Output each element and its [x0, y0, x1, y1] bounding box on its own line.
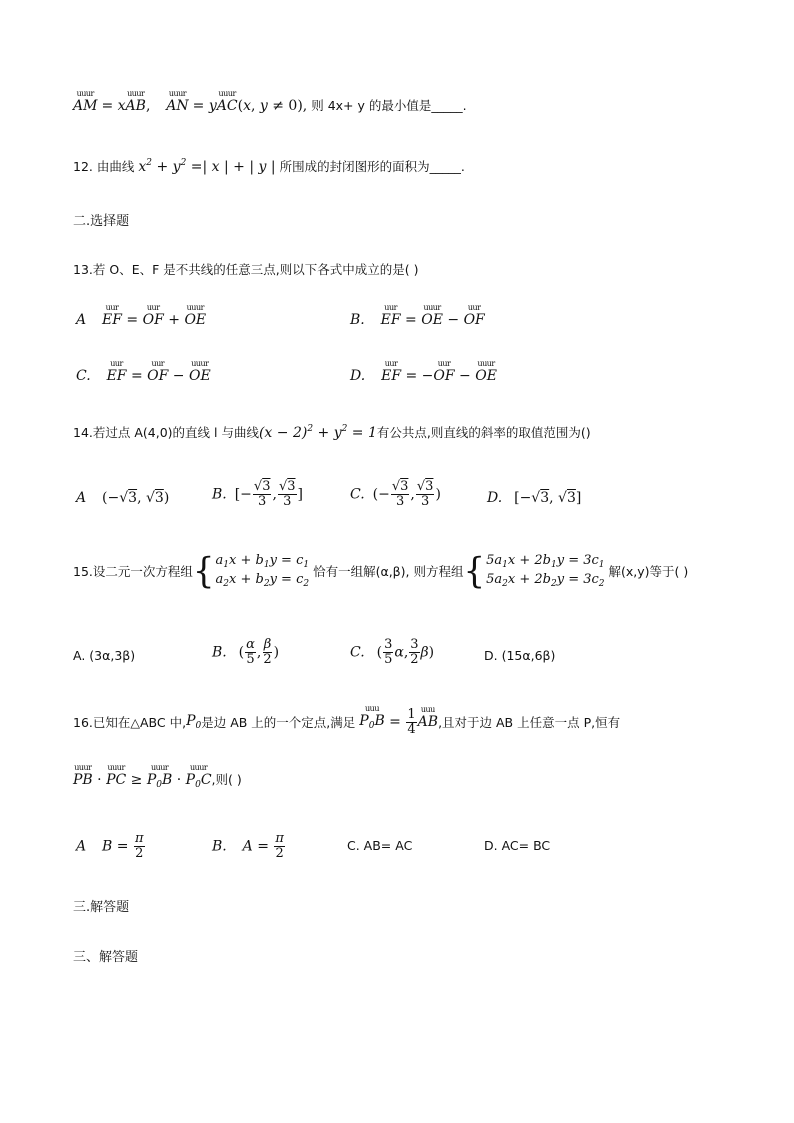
q16-option-a: A B = $\frac{\pi}{2}$: [76, 831, 144, 862]
q14-stem: 14.若过点 A(4,0)的直线 l 与曲线$(x - 2)^2 + y^2 = 1$有公共点,则直线的斜率的取值范围为(): [73, 424, 591, 441]
q11-question-text: 则 4x+ y 的最小值是_____.: [311, 98, 467, 113]
q13-option-a: A uur EF = uur OF + uuur OE: [76, 312, 206, 328]
vector-am: uuur AM: [73, 98, 97, 115]
q12-line: [73, 158, 465, 176]
q15-system-1: { $a_1x + b_1y = c_1$ $a_2x + b_2y = c_2$: [192, 550, 310, 593]
q16-line1: 16.已知在△ABC 中, $P_0$ 是边 AB 上的一个定点,满足 uuu $P_0B$ = $\frac{1}{4}$ uuu AB ,且对于边 AB 上任意一点 P,恒有: [73, 708, 620, 738]
q12-post-text: 所围成的封闭图形的面积为_____.: [279, 159, 465, 174]
q14-option-d: D. [−√3, √3]: [487, 490, 582, 506]
q12-number: 12.: [73, 159, 93, 174]
section-answer-heading-2: 三、解答题: [73, 950, 139, 965]
q15-option-d: D. (15α,6β): [484, 648, 556, 663]
q15-option-b: B. ( $\frac{\alpha}{5}$ , $\frac{\beta}{2}$ ): [212, 637, 280, 668]
q11-an-eq: = yuuur AC(x, y ≠ 0),: [193, 98, 308, 114]
q16-option-b: B. A = $\frac{\pi}{2}$: [212, 831, 284, 862]
q15-option-c: C. ( $\frac{3}{5}$ α, $\frac{3}{2}$ β): [350, 637, 435, 668]
q13-stem: 13.若 O、E、F 是不共线的任意三点,则以下各式中成立的是( ): [73, 262, 419, 277]
q14-option-c: C. (− $\frac{√3}{3}$ , $\frac{√3}{3}$ ): [350, 479, 441, 510]
q16-line2: uuur PB · uuur PC ≥ uuur $P_0B$ · uuur $P_0C$,则( ): [73, 772, 242, 791]
q13-option-b: B. uur EF = uuur OE − uur OF: [350, 312, 485, 328]
q15-option-a: A. (3α,3β): [73, 648, 136, 663]
q16-option-d: D. AC= BC: [484, 838, 551, 853]
section-answer-heading-1: 三.解答题: [73, 900, 130, 915]
q14-option-b: B. [− $\frac{√3}{3}$ , $\frac{√3}{3}$ ]: [212, 479, 303, 510]
section-choice-heading: 二.选择题: [73, 214, 130, 229]
q15-stem: 15.设二元一次方程组 { $a_1x + b_1y = c_1$ $a_2x + b_2y = c_2$ 恰有一组解(α,β), 则方程组 { $5a_1x + 2b_1y = 3c_1$ $5a_2x + 2b_2y = 3c_2$ 解(x,y)等于( ): [73, 550, 689, 593]
q11-am-eq: = xuuur AB,: [101, 98, 150, 114]
vector-an: uuur AN: [166, 98, 188, 115]
q12-curve-equation: $x^2 + y^2$ =| x | + | y |: [138, 158, 276, 175]
q11-tail-line: [73, 98, 467, 115]
q16-option-c: C. AB= AC: [347, 838, 413, 853]
q14-option-a: A (−√3, √3): [76, 490, 170, 506]
q15-system-2: { $5a_1x + 2b_1y = 3c_1$ $5a_2x + 2b_2y = 3c_2$: [463, 550, 605, 593]
q13-option-c: C. uur EF = uur OF − uuur OE: [76, 368, 211, 384]
q13-option-d: D. uur EF = −uur OF − uuur OE: [350, 368, 497, 384]
q12-pre-text: 由曲线: [96, 159, 135, 174]
